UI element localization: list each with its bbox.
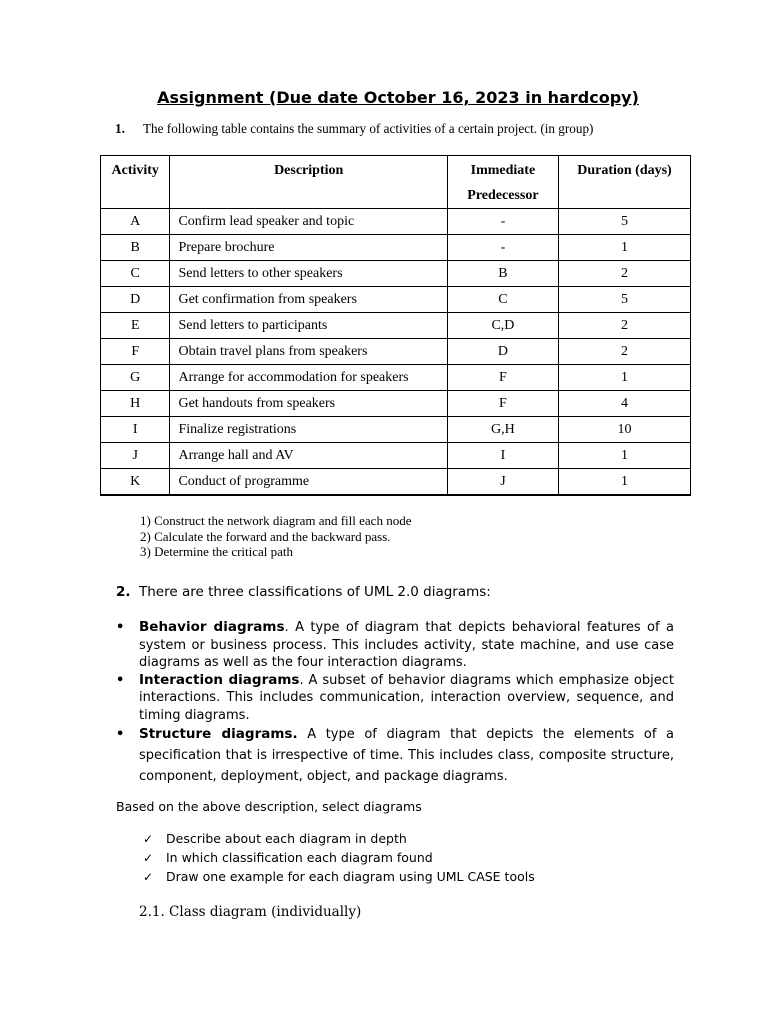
cell-duration: 2 [558, 339, 690, 365]
cell-description: Send letters to participants [170, 313, 447, 339]
table-row [101, 443, 691, 469]
checklist-text: Describe about each diagram in depth [166, 831, 407, 846]
bullet-icon: • [116, 620, 125, 635]
cell-duration: 2 [558, 313, 690, 339]
bullet-icon: • [116, 727, 125, 742]
cell-activity: H [101, 391, 170, 417]
cell-activity: D [101, 287, 170, 313]
cell-description: Get confirmation from speakers [170, 287, 447, 313]
checkmark-icon: ✓ [143, 869, 154, 884]
cell-activity: A [101, 209, 170, 235]
cell-predecessor: C [447, 287, 558, 313]
cell-description: Conduct of programme [170, 469, 447, 496]
question-1-text: The following table contains the summary of activities of a certain project. (in group) [143, 121, 594, 136]
based-on-text: Based on the above description, select diagrams [116, 799, 422, 814]
table-row [101, 261, 691, 287]
cell-duration: 1 [558, 443, 690, 469]
cell-predecessor: G,H [447, 417, 558, 443]
header-duration: Duration (days) [558, 156, 690, 209]
question-2 [116, 584, 491, 600]
cell-duration: 10 [558, 417, 690, 443]
bullet-text: . A type of diagram that depicts behavioral features of a system or business process. This includes activity, state machine, and use case diagrams as well as the four interaction diagrams. [139, 620, 674, 670]
cell-duration: 1 [558, 365, 690, 391]
cell-activity: F [101, 339, 170, 365]
cell-duration: 5 [558, 287, 690, 313]
bullet-term: Behavior diagrams [139, 619, 285, 635]
cell-activity: K [101, 469, 170, 496]
checklist [143, 829, 535, 886]
table-header-row [101, 156, 691, 209]
cell-description: Confirm lead speaker and topic [170, 209, 447, 235]
checkmark-icon: ✓ [143, 831, 154, 846]
cell-description: Send letters to other speakers [170, 261, 447, 287]
bullet-text: . A subset of behavior diagrams which emphasize object interactions. This includes communication, interaction overview, sequence, and timing diagrams. [139, 672, 674, 723]
checklist-item [143, 867, 535, 886]
cell-activity: E [101, 313, 170, 339]
bullet-text: A type of diagram that depicts the elements of a specification that is irrespective of time. This includes class, composite structure, component, deployment, object, and package diagrams. [139, 727, 674, 784]
cell-predecessor: I [447, 443, 558, 469]
cell-activity: J [101, 443, 170, 469]
uml-classification-list [116, 619, 674, 787]
task-list [140, 513, 411, 560]
cell-activity: G [101, 365, 170, 391]
cell-description: Arrange hall and AV [170, 443, 447, 469]
cell-predecessor: F [447, 365, 558, 391]
activities-table [100, 155, 691, 496]
table-row [101, 313, 691, 339]
cell-duration: 1 [558, 469, 690, 496]
task-item: 2) Calculate the forward and the backward pass. [140, 528, 391, 544]
bullet-term: Interaction diagrams [139, 671, 300, 688]
table-row [101, 339, 691, 365]
cell-description: Finalize registrations [170, 417, 447, 443]
checklist-text: Draw one example for each diagram using UML CASE tools [166, 869, 535, 884]
cell-description: Obtain travel plans from speakers [170, 339, 447, 365]
cell-predecessor: D [447, 339, 558, 365]
cell-activity: B [101, 235, 170, 261]
checklist-item [143, 829, 535, 848]
list-item [116, 619, 674, 672]
cell-duration: 5 [558, 209, 690, 235]
table-row [101, 417, 691, 443]
task-item: 3) Determine the critical path [140, 544, 294, 559]
cell-predecessor: - [447, 209, 558, 235]
cell-duration: 1 [558, 235, 690, 261]
question-2-number: 2. [116, 584, 131, 600]
checklist-text: In which classification each diagram found [166, 850, 433, 865]
cell-predecessor: J [447, 469, 558, 496]
cell-description: Get handouts from speakers [170, 391, 447, 417]
table-row [101, 235, 691, 261]
task-item: 1) Construct the network diagram and fill each node [140, 513, 412, 528]
cell-predecessor: B [447, 261, 558, 287]
cell-activity: I [101, 417, 170, 443]
header-predecessor-line2: Predecessor [467, 188, 539, 203]
list-item [116, 672, 674, 725]
cell-description: Arrange for accommodation for speakers [170, 365, 447, 391]
bullet-icon: • [116, 672, 125, 688]
header-predecessor [447, 156, 558, 209]
header-description: Description [170, 156, 447, 209]
header-activity: Activity [101, 156, 170, 209]
cell-description: Prepare brochure [170, 235, 447, 261]
question-1-number: 1. [115, 121, 125, 136]
question-1 [115, 121, 593, 137]
cell-duration: 4 [558, 391, 690, 417]
cell-predecessor: C,D [447, 313, 558, 339]
table-row [101, 469, 691, 496]
checkmark-icon: ✓ [143, 850, 154, 865]
table-row [101, 365, 691, 391]
table-row [101, 391, 691, 417]
subsection-heading: 2.1. Class diagram (individually) [139, 904, 362, 920]
checklist-item [143, 848, 535, 867]
question-2-text: There are three classifications of UML 2.0 diagrams: [139, 584, 491, 600]
bullet-term: Structure diagrams. [139, 726, 298, 742]
page-title: Assignment (Due date October 16, 2023 in hardcopy) [157, 88, 639, 107]
header-predecessor-line1: Immediate [470, 163, 536, 178]
list-item [116, 724, 674, 787]
cell-activity: C [101, 261, 170, 287]
table-row [101, 287, 691, 313]
table-row [101, 209, 691, 235]
cell-predecessor: - [447, 235, 558, 261]
cell-duration: 2 [558, 261, 690, 287]
cell-predecessor: F [447, 391, 558, 417]
